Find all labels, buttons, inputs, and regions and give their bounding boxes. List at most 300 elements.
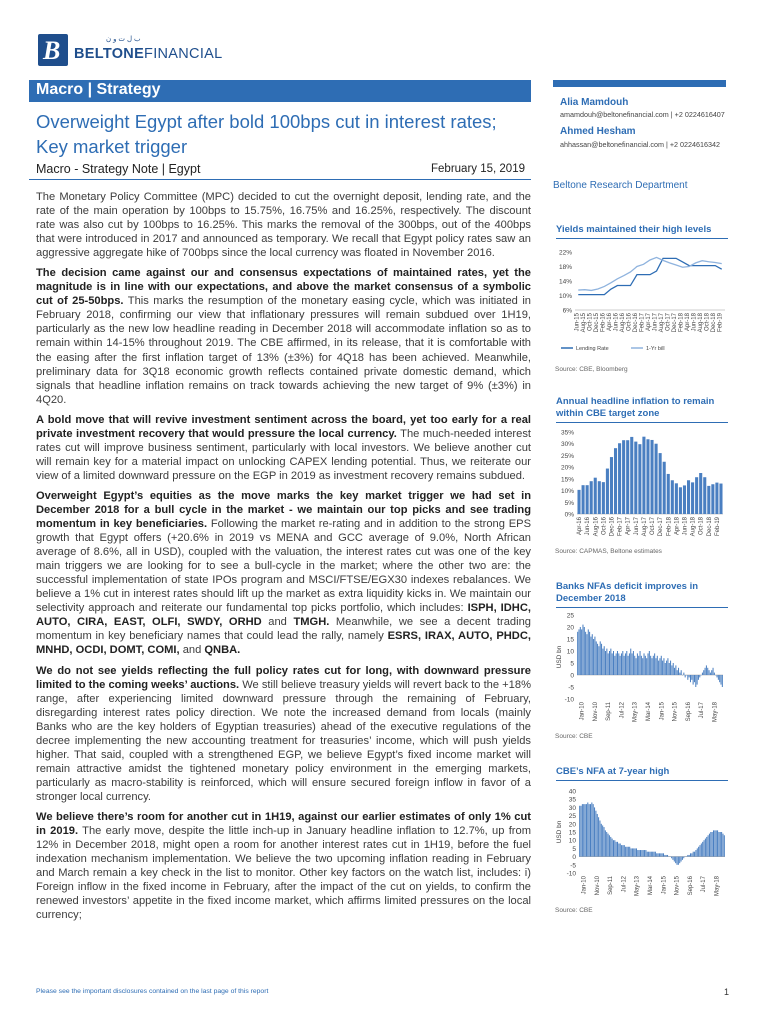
- chart-bar: [699, 845, 700, 856]
- chart-bar: [661, 656, 662, 675]
- chart-bar: [655, 658, 656, 675]
- x-tick-label: Oct-17: [665, 313, 672, 332]
- top-picks: ISPH, IDHC, AUTO, CIRA, EAST, OLFI, SWDY, ORHD: [36, 602, 531, 629]
- chart-bar: [608, 834, 609, 857]
- chart-bar: [650, 656, 651, 675]
- y-tick-label: 10%: [560, 488, 574, 496]
- chart-bar: [621, 845, 622, 856]
- chart-bar: [678, 668, 679, 675]
- chart-bar: [620, 843, 621, 856]
- x-tick-label: Feb-17: [639, 313, 646, 333]
- x-tick-label: Jun-18: [691, 313, 698, 332]
- chart-bar: [593, 804, 594, 856]
- x-tick-label: Jun-17: [652, 313, 659, 332]
- chart-bar: [606, 649, 607, 675]
- chart-bar: [671, 857, 672, 859]
- x-tick-label: Sep-16: [687, 876, 694, 896]
- x-tick-label: Feb-16: [600, 313, 607, 333]
- paragraph-text: and: [179, 644, 205, 657]
- chart-bar: [629, 653, 630, 675]
- chart-bar: [695, 850, 696, 857]
- chart-bar: [715, 483, 718, 514]
- logo-letter: B: [43, 36, 61, 65]
- x-tick-label: Apr-16: [577, 517, 584, 536]
- chart-bar: [679, 857, 680, 864]
- chart-bar: [720, 832, 721, 857]
- y-tick-label: 22%: [558, 249, 572, 257]
- chart-bar: [681, 857, 682, 862]
- chart-bar: [610, 457, 613, 514]
- chart-bar: [600, 641, 601, 675]
- cbe-nfa-chart: [553, 786, 728, 906]
- x-tick-label: Jul-12: [621, 876, 628, 893]
- chart-bar: [594, 478, 597, 514]
- paragraph: [36, 664, 531, 804]
- chart-bar: [702, 673, 703, 675]
- chart-bar: [589, 632, 590, 675]
- chart-bar: [622, 845, 623, 856]
- chart-bar: [667, 658, 668, 675]
- chart-bar: [646, 658, 647, 675]
- beneficiary-names: QNBA.: [204, 644, 241, 657]
- chart-bar: [584, 627, 585, 675]
- chart-bar: [653, 656, 654, 675]
- beneficiary-names: ESRS, IRAX, AUTO, PHDC, MNHD, OCDI, DOMT, COMI,: [36, 630, 531, 657]
- chart-bar: [665, 663, 666, 675]
- x-tick-label: Apr-17: [625, 517, 632, 536]
- paragraph-text: This marks the resumption of the monetary easing cycle, which was initiated in February 2018, confirming our view that inflationary pressures will remain subdued over 1H19, particularly as the new low headline reading in December 2018 will accommodate inflation so as to remain within 14-15% throughout 2019. The CBE affirmed, in its release, that it is comfortable with the easing after the first inflation target of 13% (±3%) for 4Q18 has been achieved. Meanwhile, preliminary data for 3Q18 economic growth reflects contained private domestic demand, which signals that headline inflation remains on track towards achieving the new target of 9% (±3%) in 4Q20.: [36, 295, 531, 406]
- chart-bar: [602, 649, 603, 675]
- chart-bar: [691, 482, 694, 514]
- x-tick-label: Dec-18: [706, 517, 713, 537]
- x-tick-label: Apr-18: [685, 313, 692, 332]
- x-tick-label: Oct-17: [650, 517, 657, 536]
- chart-bar: [682, 857, 683, 860]
- chart-bar: [594, 807, 595, 856]
- y-tick-label: -5: [570, 862, 576, 870]
- paragraph-lead: Overweight Egypt’s equities as the move marks the key market trigger we had set in December 2018 for a bull cycle in the market - we maintain our top picks and see trading momentum in key beneficiaries.: [36, 489, 531, 531]
- chart-bar: [681, 670, 682, 675]
- chart-bar: [642, 437, 645, 514]
- y-tick-label: 35: [568, 796, 576, 804]
- x-tick-label: Feb-18: [666, 517, 673, 537]
- chart-bar: [642, 658, 643, 675]
- chart-bar: [694, 675, 695, 682]
- y-tick-label: 0: [572, 854, 576, 862]
- y-axis-label: USD bn: [556, 645, 563, 669]
- subtitle-row: [29, 162, 531, 180]
- y-tick-label: 35%: [560, 429, 574, 437]
- chart-bar: [605, 651, 606, 675]
- chart-bar: [697, 675, 698, 685]
- section-banner-label: Macro | Strategy: [36, 81, 161, 98]
- y-tick-label: 6%: [562, 307, 572, 315]
- chart-bar: [666, 661, 667, 675]
- chart-bar: [674, 668, 675, 675]
- x-tick-label: Jun-17: [633, 517, 640, 536]
- chart-bar: [598, 646, 599, 675]
- chart-bar: [637, 653, 638, 675]
- chart-bar: [598, 481, 601, 514]
- chart-bar: [655, 444, 658, 514]
- x-tick-label: Oct-18: [698, 517, 705, 536]
- y-tick-label: 0: [570, 672, 574, 680]
- chart-bar: [651, 852, 652, 857]
- y-tick-label: -10: [566, 870, 576, 878]
- x-tick-label: Jun-16: [585, 517, 592, 536]
- chart-bar: [588, 629, 589, 675]
- paragraph: [36, 266, 531, 406]
- top-picks: TMGH.: [293, 616, 330, 629]
- x-tick-label: Oct-15: [587, 313, 594, 332]
- y-tick-label: 20: [566, 624, 574, 632]
- chart-bar: [613, 840, 614, 856]
- disclosure-note[interactable]: Please see the important disclosures contained on the last page of this report: [36, 988, 269, 995]
- chart-bar: [583, 804, 584, 856]
- chart-bar: [605, 830, 606, 856]
- chart-bar: [596, 641, 597, 675]
- x-tick-label: Jan-10: [579, 702, 586, 721]
- chart-title: Annual headline inflation to remain within CBE target zone: [556, 396, 728, 423]
- x-tick-label: May-13: [632, 702, 639, 723]
- logo-wordmark: [74, 46, 222, 62]
- chart-bar: [669, 663, 670, 675]
- y-tick-label: 30: [568, 804, 576, 812]
- chart-bar: [597, 814, 598, 857]
- chart-bar: [704, 840, 705, 856]
- chart-bar: [676, 857, 677, 865]
- chart-bar: [648, 653, 649, 675]
- chart-bar: [687, 675, 688, 680]
- chart-bar: [636, 848, 637, 856]
- x-tick-label: Aug-15: [580, 313, 587, 333]
- chart-bar: [640, 651, 641, 675]
- chart-bar: [649, 852, 650, 857]
- chart-bar: [624, 656, 625, 675]
- chart-bar: [677, 670, 678, 675]
- y-tick-label: 20: [568, 821, 576, 829]
- chart-bar: [593, 639, 594, 675]
- chart-bar: [713, 668, 714, 675]
- chart-bar: [722, 675, 723, 687]
- paragraph-lead: A bold move that will revive investment sentiment across the board, yet too early for a real private investment recovery that would pressure the local currency.: [36, 413, 531, 440]
- chart-bar: [643, 850, 644, 857]
- chart-title: Banks NFAs deficit improves in December 2018: [556, 581, 728, 608]
- chart-bar: [598, 817, 599, 856]
- page-number: 1: [724, 987, 730, 997]
- y-tick-label: 15%: [560, 476, 574, 484]
- report-body: [36, 190, 531, 928]
- chart-bar: [651, 658, 652, 675]
- chart-bar: [670, 661, 671, 675]
- chart-source: Source: CBE: [555, 907, 593, 914]
- chart-bar: [633, 651, 634, 675]
- paragraph-text: The early move, despite the little inch-up in January headline inflation to 12.7%, up from 12% in December 2018, might open a room for another interest rates cut in 1H19, before the fuel indexation mechanism implementation. We believe the two upcoming inflation reading in February and March remain a key check in the list to monitor. Other key factors on the watch list, includes: i) Foreign inflow in the fixed income in February, after the impact of the cut on yields, to confirm the renewed investors’ appetite in the fixed income market, which affirms limited pressures on the local currency;: [36, 825, 531, 922]
- chart-source: Source: CBE: [555, 733, 593, 740]
- series-line: [578, 258, 721, 294]
- chart-source: Source: CBE, Bloomberg: [555, 366, 628, 373]
- chart-bar: [625, 653, 626, 675]
- chart-bar: [655, 852, 656, 857]
- chart-bar: [622, 440, 625, 514]
- chart-title: Yields maintained their high levels: [556, 224, 728, 239]
- logo-wordmark-bold: BELTONE: [74, 46, 145, 62]
- y-tick-label: 14%: [558, 278, 572, 286]
- x-tick-label: Jul-12: [619, 702, 626, 719]
- x-tick-label: Jun-15: [574, 313, 581, 332]
- x-tick-label: Jan-15: [659, 702, 666, 721]
- chart-bar: [616, 653, 617, 675]
- chart-bar: [601, 644, 602, 675]
- chart-bar: [628, 847, 629, 857]
- y-tick-label: 25%: [560, 452, 574, 460]
- x-tick-label: Jan-15: [661, 876, 668, 895]
- chart-bar: [656, 853, 657, 856]
- chart-bar: [636, 658, 637, 675]
- chart-bar: [638, 444, 641, 514]
- chart-bar: [586, 485, 589, 514]
- chart-bar: [609, 835, 610, 856]
- chart-bar: [599, 821, 600, 857]
- chart-bar: [698, 675, 699, 680]
- chart-bar: [646, 439, 649, 514]
- chart-bar: [622, 651, 623, 675]
- chart-bar: [703, 477, 706, 514]
- chart-bar: [690, 853, 691, 856]
- x-tick-label: Dec-17: [658, 517, 665, 537]
- author-contact[interactable]: ahhassan@beltonefinancial.com | +2 0224616342: [560, 140, 721, 149]
- chart-bar: [650, 440, 653, 514]
- chart-bar: [585, 632, 586, 675]
- x-tick-label: Aug-18: [690, 517, 697, 537]
- chart-bar: [719, 484, 722, 514]
- y-tick-label: 5: [570, 660, 574, 668]
- y-tick-label: 25: [568, 813, 576, 821]
- yields-chart: [553, 244, 728, 354]
- chart-bar: [675, 857, 676, 864]
- chart-bar: [602, 482, 605, 514]
- chart-bar: [630, 437, 633, 514]
- chart-bar: [591, 802, 592, 856]
- y-tick-label: 18%: [558, 264, 572, 271]
- chart-bar: [659, 853, 660, 856]
- chart-bar: [722, 834, 723, 857]
- x-tick-label: Aug-17: [641, 517, 648, 537]
- chart-bar: [687, 480, 690, 514]
- paragraph-lead: We do not see yields reflecting the full policy rates cut for long, with downward pressure limited to the coming weeks’ auctions.: [36, 664, 531, 691]
- x-tick-label: Apr-16: [606, 313, 613, 332]
- chart-bar: [717, 830, 718, 856]
- report-date: February 15, 2019: [431, 163, 525, 175]
- chart-bar: [612, 653, 613, 675]
- chart-bar: [618, 443, 621, 514]
- chart-bar: [663, 658, 664, 675]
- chart-bar: [641, 656, 642, 675]
- chart-bar: [691, 853, 692, 856]
- chart-bar: [614, 840, 615, 856]
- y-axis-label: USD bn: [556, 820, 563, 844]
- legend-label: Lending Rate: [576, 346, 609, 352]
- chart-bar: [711, 484, 714, 514]
- chart-bar: [640, 850, 641, 857]
- paragraph-text: and: [261, 616, 294, 629]
- chart-bar: [691, 675, 692, 680]
- chart-bar: [664, 855, 665, 857]
- chart-bar: [671, 480, 674, 514]
- report-subtitle: Macro - Strategy Note | Egypt: [36, 162, 201, 176]
- chart-bar: [606, 832, 607, 857]
- y-tick-label: -5: [568, 684, 574, 692]
- chart-bar: [614, 448, 617, 514]
- chart-bar: [709, 834, 710, 857]
- chart-bar: [601, 824, 602, 857]
- chart-bar: [703, 670, 704, 675]
- chart-bar: [580, 627, 581, 675]
- chart-bar: [705, 839, 706, 857]
- paragraph: [36, 413, 531, 483]
- chart-bar: [587, 802, 588, 856]
- x-tick-label: Dec-17: [672, 313, 679, 333]
- chart-bar: [624, 845, 625, 856]
- chart-bar: [635, 848, 636, 856]
- x-tick-label: Nov-15: [672, 702, 679, 722]
- chart-bar: [625, 847, 626, 857]
- x-tick-label: Mar-14: [648, 876, 654, 896]
- chart-bar: [637, 850, 638, 857]
- chart-bar: [679, 487, 682, 514]
- chart-bar: [621, 653, 622, 675]
- chart-bar: [706, 665, 707, 675]
- logo-wordmark-light: FINANCIAL: [144, 46, 223, 62]
- chart-bar: [613, 651, 614, 675]
- chart-bar: [634, 442, 637, 514]
- chart-bar: [694, 852, 695, 857]
- chart-bar: [695, 675, 696, 687]
- chart-bar: [683, 857, 684, 859]
- chart-bar: [614, 656, 615, 675]
- chart-bar: [721, 832, 722, 857]
- x-tick-label: Sep-16: [685, 702, 692, 722]
- logo-mark: [38, 34, 68, 66]
- chart-bar: [590, 637, 591, 675]
- sidebar-stripe: [553, 80, 726, 87]
- chart-bar: [604, 646, 605, 675]
- chart-title: CBE’s NFA at 7-year high: [556, 766, 728, 781]
- inflation-chart: [553, 428, 728, 546]
- chart-bar: [719, 675, 720, 682]
- chart-bar: [628, 656, 629, 675]
- chart-bar: [708, 835, 709, 856]
- chart-bar: [662, 661, 663, 675]
- x-tick-label: Nov-10: [592, 702, 599, 722]
- y-tick-label: 10: [568, 837, 576, 845]
- chart-bar: [654, 653, 655, 675]
- chart-bar: [609, 651, 610, 675]
- chart-bar: [724, 835, 725, 856]
- chart-bar: [649, 651, 650, 675]
- chart-bar: [610, 649, 611, 675]
- x-tick-label: Dec-18: [711, 313, 718, 333]
- chart-bar: [586, 804, 587, 856]
- chart-bar: [578, 629, 579, 675]
- paragraph-text: The much-needed interest rates cut will improve business sentiment, particularly with local investors. We believe another cut will remain key for a material impact on unlocking CAPEX lending potential. Thus, we reiterate our view of a limited downward pressure on the EGP in 2019 as investment recovery remains subdued.: [36, 427, 531, 482]
- chart-bar: [683, 673, 684, 675]
- chart-bar: [663, 462, 666, 514]
- author-contact[interactable]: amamdouh@beltonefinancial.com | +2 0224616407: [560, 110, 725, 119]
- author-name: Alia Mamdouh: [560, 97, 629, 108]
- chart-bar: [586, 634, 587, 675]
- chart-bar: [711, 670, 712, 675]
- chart-bar: [659, 453, 662, 514]
- x-tick-label: Jul-17: [701, 876, 708, 893]
- chart-bar: [577, 490, 580, 514]
- chart-bar: [585, 804, 586, 856]
- chart-bar: [659, 658, 660, 675]
- chart-bar: [626, 847, 627, 857]
- x-tick-label: Jan-10: [581, 876, 588, 895]
- paragraph-lead: The decision came against our and consensus expectations of maintained rates, yet the magnitude is in line with our expectations, and above the market consensus of a symbolic cut of 25-50bps.: [36, 267, 531, 308]
- chart-bar: [631, 848, 632, 856]
- chart-bar: [582, 485, 585, 514]
- x-tick-label: May-18: [714, 876, 721, 897]
- x-tick-label: Jul-17: [699, 702, 706, 719]
- chart-bar: [690, 675, 691, 682]
- chart-bar: [634, 656, 635, 675]
- x-tick-label: Aug-16: [619, 313, 626, 333]
- paragraph-text: Following the market re-rating and in addition to the strong EPS growth that Egypt offers (+20.6% in 2019 vs MENA and GCC average of 9.0%, North African average of 8.6%, all in USD), coupled with the valuation, the interest rates cut was one of the key main triggers we are looking for to see a bull-cycle in the market; where the other two are: the successful implementation of state IPOs program and MSCI/FTSE/EGX30 indexes rebalances. We believe a 1% cut in interest rates should lift up the market as extra liquidity kicks in. We maintain our selectivity approach and reiterate our fundamental top picks portfolio, which includes:: [36, 518, 531, 615]
- x-tick-label: Aug-17: [659, 313, 666, 333]
- x-tick-label: Aug-16: [593, 517, 600, 537]
- y-tick-label: 15: [568, 829, 576, 837]
- chart-bar: [675, 483, 678, 514]
- chart-bar: [699, 675, 700, 677]
- x-tick-label: Nov-10: [594, 876, 601, 896]
- chart-bar: [582, 804, 583, 856]
- paragraph-text: We still believe treasury yields will revert back to the +18% range, after experiencing limited downward pressure through the remaining of February, disregarding interest rates policy direction. We note the increased demand from locals (mainly Banks who are the key holders of Egyptian treasuries) ahead of the executive regulations of the decree implementing the new accounting treatment for treasuries’ income, which will push yields higher. That said, coupled with a strengthened EGP, we believe Egypt’s fixed income market will remain attractive amidst the tightened monetary policy environment in the emerging markets, particularly as macro-stability is reinforced, which will ensure secured foreign inflow in favor of a stronger local currency.: [36, 678, 531, 803]
- chart-bar: [679, 673, 680, 675]
- x-tick-label: Apr-17: [646, 313, 652, 332]
- chart-bar: [639, 850, 640, 857]
- x-tick-label: May-18: [712, 702, 719, 723]
- chart-bar: [693, 675, 694, 685]
- logo-arabic-text: ب ل ت و ن: [106, 36, 141, 43]
- chart-bar: [617, 651, 618, 675]
- x-tick-label: Dec-16: [632, 313, 639, 333]
- chart-bar: [618, 843, 619, 856]
- chart-bar: [662, 853, 663, 856]
- chart-bar: [597, 644, 598, 675]
- y-tick-label: 10%: [558, 293, 572, 300]
- chart-bar: [618, 653, 619, 675]
- chart-bar: [673, 663, 674, 675]
- chart-bar: [699, 473, 702, 514]
- y-tick-label: 20%: [560, 464, 574, 472]
- x-tick-label: Jun-18: [682, 517, 689, 536]
- chart-bar: [589, 804, 590, 856]
- banks-nfa-chart: [553, 610, 728, 728]
- chart-bar: [612, 839, 613, 857]
- paragraph-text: Meanwhile, we see a decent trading momentum in key beneficiary names that could lead the rally, namely: [36, 616, 531, 643]
- x-tick-label: Feb-19: [717, 313, 724, 333]
- chart-bar: [645, 656, 646, 675]
- y-tick-label: 30%: [560, 441, 574, 449]
- x-tick-label: Aug-18: [698, 313, 705, 333]
- chart-bar: [683, 485, 686, 514]
- paragraph: [36, 810, 531, 922]
- x-tick-label: Oct-16: [626, 313, 633, 332]
- chart-bar: [595, 811, 596, 857]
- chart-bar: [709, 670, 710, 675]
